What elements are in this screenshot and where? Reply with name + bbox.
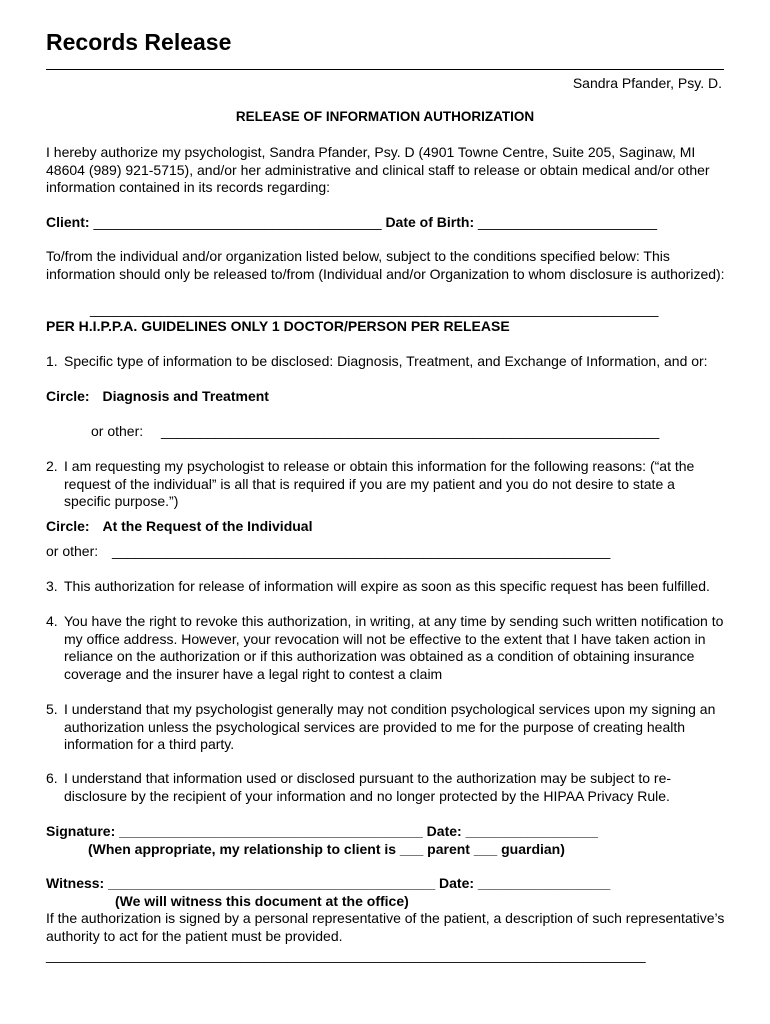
list-item — [46, 353, 736, 371]
title-divider — [46, 69, 724, 70]
representative-line: authority to act for the patient must be provided. — [46, 927, 343, 944]
psychologist-name: Sandra Pfander, Psy. D. — [572, 75, 722, 91]
item-line: reliance on the authorization or if this authorization was obtained as a condition of obtaining insurance — [64, 648, 695, 664]
item-number: 2. — [46, 458, 58, 474]
list-item — [46, 578, 736, 596]
item-line: specific purpose.”) — [64, 493, 179, 509]
item-line: This authorization for release of information will expire as soon as this specific request has been fulfilled. — [64, 578, 710, 594]
tofrom-line: To/from the individual and/or organization listed below, subject to the conditions specified below: This — [46, 248, 670, 264]
representative-paragraph — [46, 910, 728, 945]
form-heading: RELEASE OF INFORMATION AUTHORIZATION — [235, 109, 535, 124]
list-item — [46, 770, 736, 805]
item-line: disclosure by the recipient of your information and no longer protected by the HIPAA Privacy Rule. — [64, 787, 670, 804]
item-line: authorization unless the psychological services are provided to me for the purpose of creating health — [64, 718, 686, 735]
item-line: coverage and the insurer have a legal right to contest a claim — [64, 665, 443, 682]
other-field[interactable]: ________________________________________________________________ — [112, 543, 611, 559]
item-line: request of the individual” is all that is required if you are my patient and you do not desire to state a — [64, 475, 675, 492]
item-line: I understand that information used or disclosed pursuant to the authorization may be subject to re- — [64, 770, 672, 786]
hipaa-heading: PER H.I.P.P.A. GUIDELINES ONLY 1 DOCTOR/PERSON PER RELEASE — [46, 318, 510, 334]
witness-row[interactable]: Witness: __________________________________________ Date: _________________ — [46, 875, 611, 891]
circle-option-diagnosis[interactable]: Diagnosis and Treatment — [102, 388, 269, 404]
tofrom-line: information should only be released to/from (Individual and/or Organization to whom disclosure is authorized): — [46, 265, 725, 282]
intro-line: 48604 (989) 921-5715), and/or her administrative and clinical staff to release or obtain medical and/or other — [46, 161, 710, 178]
item-number: 5. — [46, 701, 58, 717]
item-number: 4. — [46, 613, 58, 629]
circle-row-2 — [46, 518, 312, 536]
circle-label: Circle: — [46, 518, 90, 534]
other-field[interactable]: ________________________________________________________________ — [161, 423, 660, 439]
intro-line: information contained in its records regarding: — [46, 179, 331, 195]
item-line: my office address. However, your revocation will not be effective to the extent that I have taken action in — [64, 630, 706, 647]
list-item — [46, 458, 736, 511]
circle-row-1 — [46, 388, 269, 406]
client-field[interactable]: _____________________________________ — [93, 214, 382, 230]
other-row-1 — [91, 423, 659, 441]
other-label: or other: — [91, 423, 144, 439]
circle-option-request[interactable]: At the Request of the Individual — [102, 518, 313, 534]
witness-note: (We will witness this document at the office) — [115, 893, 409, 909]
item-number: 6. — [46, 770, 58, 786]
relationship-row[interactable]: (When appropriate, my relationship to client is ___ parent ___ guardian) — [88, 841, 565, 857]
intro-line: I hereby authorize my psychologist, Sandra Pfander, Psy. D (4901 Towne Centre, Suite 205, Saginaw, MI — [46, 144, 696, 160]
circle-label: Circle: — [46, 388, 90, 404]
document-title: Records Release — [46, 29, 232, 55]
item-number: 1. — [46, 353, 58, 369]
item-line: information for a third party. — [64, 736, 235, 752]
recipient-field[interactable]: _________________________________________________________________________ — [90, 301, 659, 317]
representative-line: If the authorization is signed by a personal representative of the patient, a description of such representative’s — [46, 910, 725, 926]
item-line: Specific type of information to be disclosed: Diagnosis, Treatment, and Exchange of Information, and or: — [64, 353, 708, 369]
dob-field[interactable]: _______________________ — [478, 214, 658, 230]
other-row-2 — [46, 543, 610, 561]
other-label: or other: — [46, 543, 99, 559]
item-line: You have the right to revoke this authorization, in writing, at any time by sending such written notification to — [64, 613, 724, 629]
list-item — [46, 701, 736, 754]
client-label: Client: — [46, 214, 90, 230]
list-item — [46, 613, 736, 683]
tofrom-paragraph — [46, 248, 728, 283]
intro-paragraph — [46, 144, 728, 197]
item-number: 3. — [46, 578, 58, 594]
item-line: I understand that my psychologist generally may not condition psychological services upon my signing an — [64, 701, 716, 717]
signature-row[interactable]: Signature: _______________________________________ Date: _________________ — [46, 823, 598, 839]
footer-blank-line[interactable]: _____________________________________________________________________________ — [46, 947, 646, 963]
item-line: I am requesting my psychologist to release or obtain this information for the following reasons: (“at the — [64, 458, 695, 474]
client-row — [46, 214, 657, 232]
dob-label: Date of Birth: — [385, 214, 475, 230]
